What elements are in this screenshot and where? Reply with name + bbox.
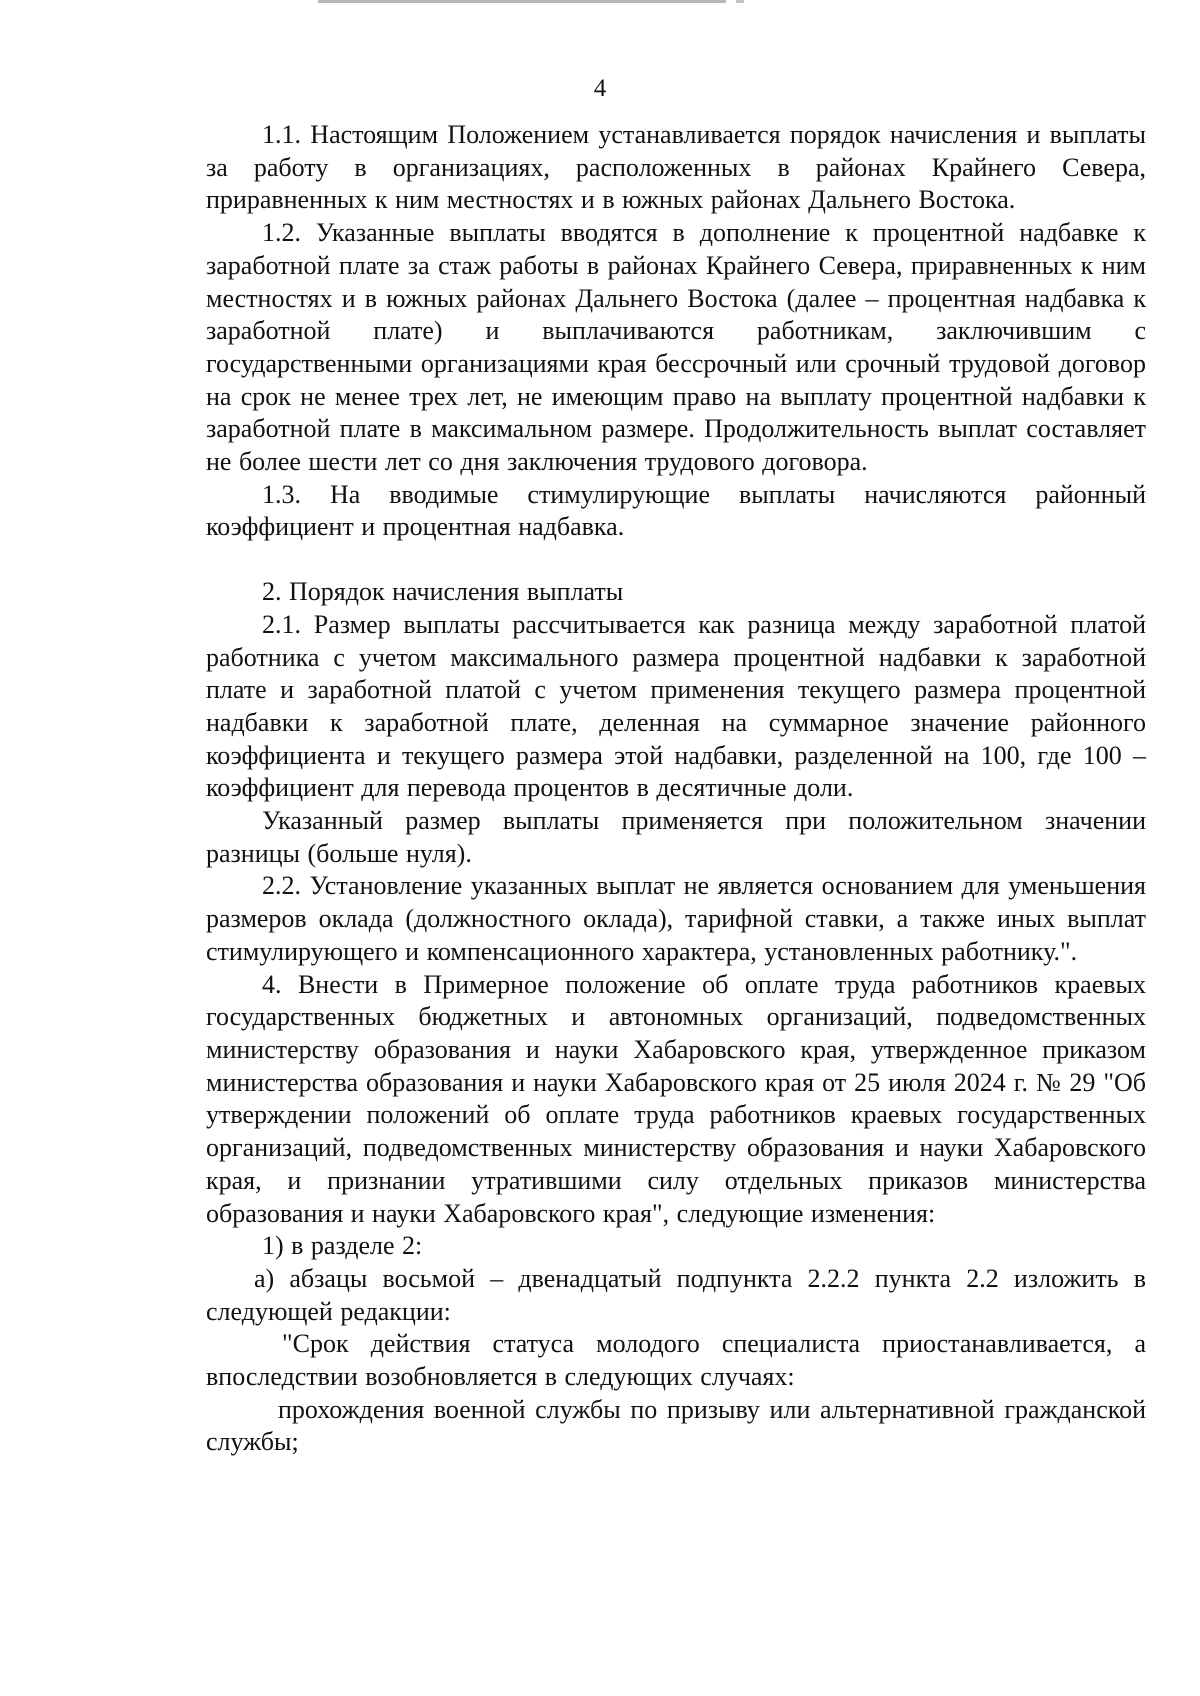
paragraph-1-2: 1.2. Указанные выплаты вводятся в дополнение к процентной надбавке к заработной плате за стаж работы в районах Крайнего Севера, приравненных к ним местностях и в южных районах Дальнего Востока (далее – процентная надбавка к заработной плате) и выплачиваются работникам, заключившим с государственными организациями края бессрочный или срочный трудовой договор на срок не менее трех лет, не имеющим право на выплату процентной надбавки к заработной плате в максимальном размере. Продолжительность выплат составляет не более шести лет со дня заключения трудового договора. xyxy=(206,218,1146,477)
paragraph-2-1: 2.1. Размер выплаты рассчитывается как разница между заработной платой работника с учетом максимального размера процентной надбавки к заработной плате и заработной платой с учетом применения текущего размера процентной надбавки к заработной плате, деленная на суммарное значение районного коэффициента и текущего размера этой надбавки, разделенной на 100, где 100 – коэффициент для перевода процентов в десятичные доли. xyxy=(206,609,1146,803)
section-heading-2: 2. Порядок начисления выплаты xyxy=(262,577,624,607)
paragraph-1-3: 1.3. На вводимые стимулирующие выплаты начисляются районный коэффициент и процентная надбавка. xyxy=(206,479,1146,542)
document-body xyxy=(206,119,1146,1459)
scan-top-edge-mark xyxy=(736,0,744,3)
list-item-1: 1) в разделе 2: xyxy=(262,1231,423,1261)
quoted-paragraph: "Срок действия статуса молодого специалиста приостанавливается, а впоследствии возобновляется в следующих случаях: xyxy=(206,1329,1146,1392)
page-number: 4 xyxy=(593,75,607,102)
list-item-a: а) абзацы восьмой – двенадцатый подпункта 2.2.2 пункта 2.2 изложить в следующей редакции: xyxy=(206,1263,1146,1326)
paragraph-4: 4. Внести в Примерное положение об оплате труда работников краевых государственных бюджетных и автономных организаций, подведомственных министерству образования и науки Хабаровского края, утвержденное приказом министерства образования и науки Хабаровского края от 25 июля 2024 г. № 29 "Об утверждении положений об оплате труда работников краевых государственных организаций, подведомственных министерству образования и науки Хабаровского края, и признании утратившими силу отдельных приказов министерства образования и науки Хабаровского края", следующие изменения: xyxy=(206,969,1146,1228)
paragraph-2-1-note: Указанный размер выплаты применяется при положительном значении разницы (больше нуля). xyxy=(206,806,1146,868)
scan-top-edge xyxy=(318,0,726,3)
quoted-case-item: прохождения военной службы по призыву или альтернативной гражданской службы; xyxy=(206,1394,1146,1457)
paragraph-2-2: 2.2. Установление указанных выплат не является основанием для уменьшения размеров оклада (должностного оклада), тарифной ставки, а также иных выплат стимулирующего и компенсационного характера, установленных работнику.". xyxy=(206,871,1146,966)
paragraph-1-1: 1.1. Настоящим Положением устанавливается порядок начисления и выплаты за работу в организациях, расположенных в районах Крайнего Севера, приравненных к ним местностях и в южных районах Дальнего Востока. xyxy=(206,120,1146,215)
